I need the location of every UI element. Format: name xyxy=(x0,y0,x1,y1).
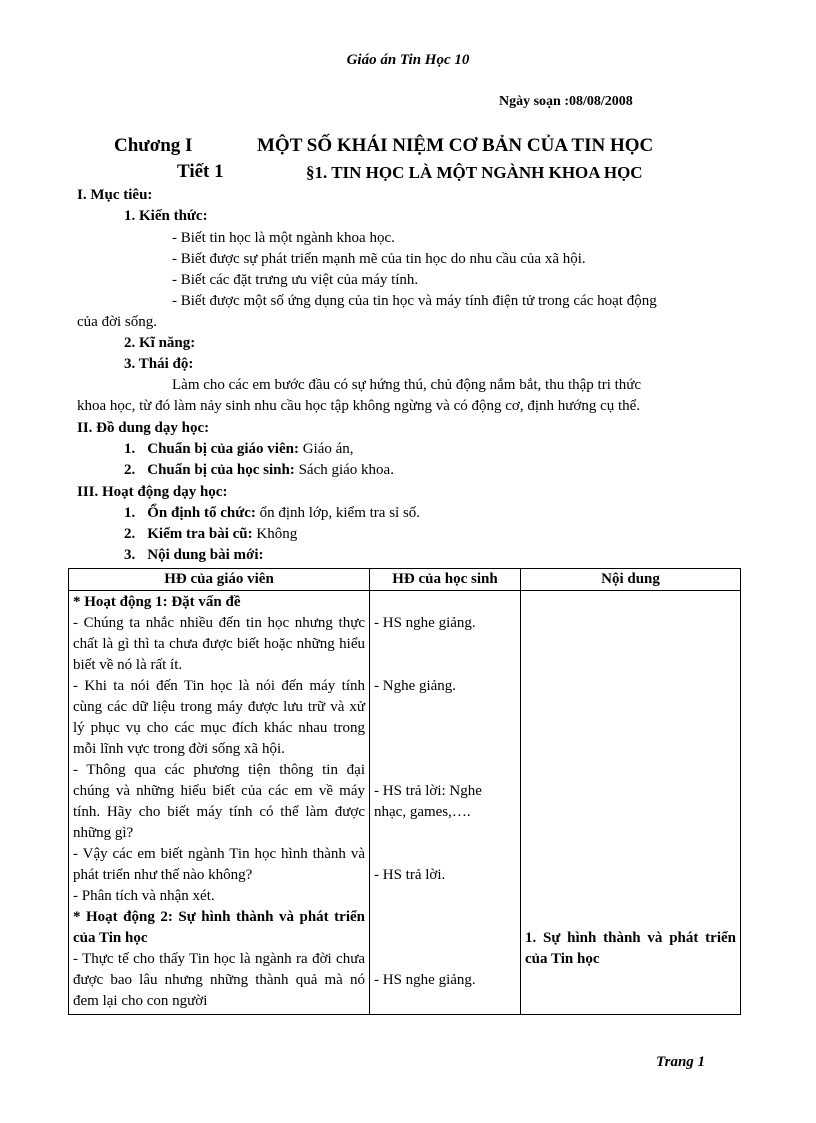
student-activities-cell xyxy=(370,591,521,1015)
page-number: Trang 1 xyxy=(656,1054,706,1070)
column-header-content: Nội dung xyxy=(521,569,741,591)
content-item: 1. Sự hình thành và phát triển của Tin học xyxy=(525,930,736,967)
student-response: - HS trả lời: Nghe nhạc, games,…. xyxy=(374,783,482,820)
materials-item-value: Sách giáo khoa. xyxy=(294,462,394,478)
materials-item-label: Chuẩn bị của giáo viên: xyxy=(147,441,299,457)
activities-item-label: Kiểm tra bài cũ: xyxy=(147,526,253,542)
list-number: 3. xyxy=(124,547,136,563)
activities-item xyxy=(124,526,297,543)
column-header-student: HĐ của học sinh xyxy=(370,569,521,591)
attitude-text-line2: khoa học, từ đó làm nảy sinh nhu cầu học tập không ngừng và có động cơ, định hướng cụ thể. xyxy=(77,398,641,414)
teacher-paragraph: - Chúng ta nhắc nhiều đến tin học nhưng thực chất là gì thì ta chưa được biết hoặc những hiểu biết về nó là rất ít. xyxy=(73,615,365,673)
student-response: - HS nghe giảng. xyxy=(374,615,476,631)
knowledge-item: - Biết được một số ứng dụng của tin học và máy tính điện tử trong các hoạt động xyxy=(172,293,657,309)
knowledge-item: - Biết được sự phát triển mạnh mẽ của tin học do nhu cầu của xã hội. xyxy=(172,251,586,267)
list-number: 2. xyxy=(124,462,136,478)
knowledge-item: - Biết tin học là một ngành khoa học. xyxy=(172,230,395,246)
column-header-teacher: HĐ của giáo viên xyxy=(69,569,370,591)
knowledge-heading: 1. Kiến thức: xyxy=(124,208,208,224)
table-row xyxy=(69,591,741,1015)
activities-item-value: Không xyxy=(252,526,298,542)
teacher-paragraph: - Khi ta nói đến Tin học là nói đến máy tính cùng các dữ liệu trong máy được lưu trữ và xử lý phục vụ cho các mục đích khác nhau trong mỗi lĩnh vực trong đời sống xã hội. xyxy=(73,678,365,757)
activities-item-label: Ổn định tổ chức: xyxy=(147,505,256,521)
section-materials-heading: II. Đồ dung dạy học: xyxy=(77,420,210,436)
activity-2-heading: * Hoạt động 2: Sự hình thành và phát triển của Tin học xyxy=(73,909,365,946)
teacher-paragraph: - Thông qua các phương tiện thông tin đại chúng và những hiểu biết của các em về máy tính. Hãy cho biết máy tính có thể làm được những gì? xyxy=(73,762,365,841)
activities-item xyxy=(124,505,420,522)
activities-item-label: Nội dung bài mới: xyxy=(147,547,264,563)
list-number: 1. xyxy=(124,505,136,521)
student-response: - HS nghe giảng. xyxy=(374,972,476,988)
materials-item xyxy=(124,441,354,458)
teacher-paragraph: - Thực tế cho thấy Tin học là ngành ra đời chưa được bao lâu nhưng những thành quả mà nó đem lại cho con người xyxy=(73,951,365,1009)
section-objectives-heading: I. Mục tiêu: xyxy=(77,187,153,203)
lesson-title: §1. TIN HỌC LÀ MỘT NGÀNH KHOA HỌC xyxy=(306,163,643,182)
teacher-paragraph: - Phân tích và nhận xét. xyxy=(73,888,215,904)
section-activities-heading: III. Hoạt động dạy học: xyxy=(77,484,228,500)
list-number: 2. xyxy=(124,526,136,542)
knowledge-item-continuation: của đời sống. xyxy=(77,314,158,330)
lesson-plan-table xyxy=(68,568,741,1015)
preparation-date: Ngày soạn :08/08/2008 xyxy=(499,94,633,109)
document-header-title: Giáo án Tin Học 10 xyxy=(346,52,470,68)
attitude-text-line1: Làm cho các em bước đầu có sự hứng thú, chủ động nắm bắt, thu thập tri thức xyxy=(172,377,642,393)
knowledge-item: - Biết các đặt trưng ưu việt của máy tính. xyxy=(172,272,419,288)
list-number: 1. xyxy=(124,441,136,457)
materials-item-value: Giáo án, xyxy=(298,441,354,457)
attitude-heading: 3. Thái độ: xyxy=(124,356,194,372)
student-response: - Nghe giảng. xyxy=(374,678,457,694)
teacher-activities-cell xyxy=(69,591,370,1015)
teacher-paragraph: - Vậy các em biết ngành Tin học hình thành và phát triển như thế nào không? xyxy=(73,846,365,883)
activity-1-heading: * Hoạt động 1: Đặt vấn đề xyxy=(73,594,241,610)
activities-item-value: ổn định lớp, kiểm tra sỉ số. xyxy=(255,505,421,521)
activities-item xyxy=(124,547,264,564)
student-response: - HS trả lời. xyxy=(374,867,446,883)
materials-item-label: Chuẩn bị của học sinh: xyxy=(147,462,295,478)
lesson-label: Tiết 1 xyxy=(177,161,224,182)
chapter-label: Chương I xyxy=(114,135,193,156)
content-cell xyxy=(521,591,741,1015)
chapter-title: MỘT SỐ KHÁI NIỆM CƠ BẢN CỦA TIN HỌC xyxy=(257,135,654,156)
materials-item xyxy=(124,462,394,479)
table-header-row xyxy=(69,569,741,591)
skills-heading: 2. Kĩ năng: xyxy=(124,335,196,351)
